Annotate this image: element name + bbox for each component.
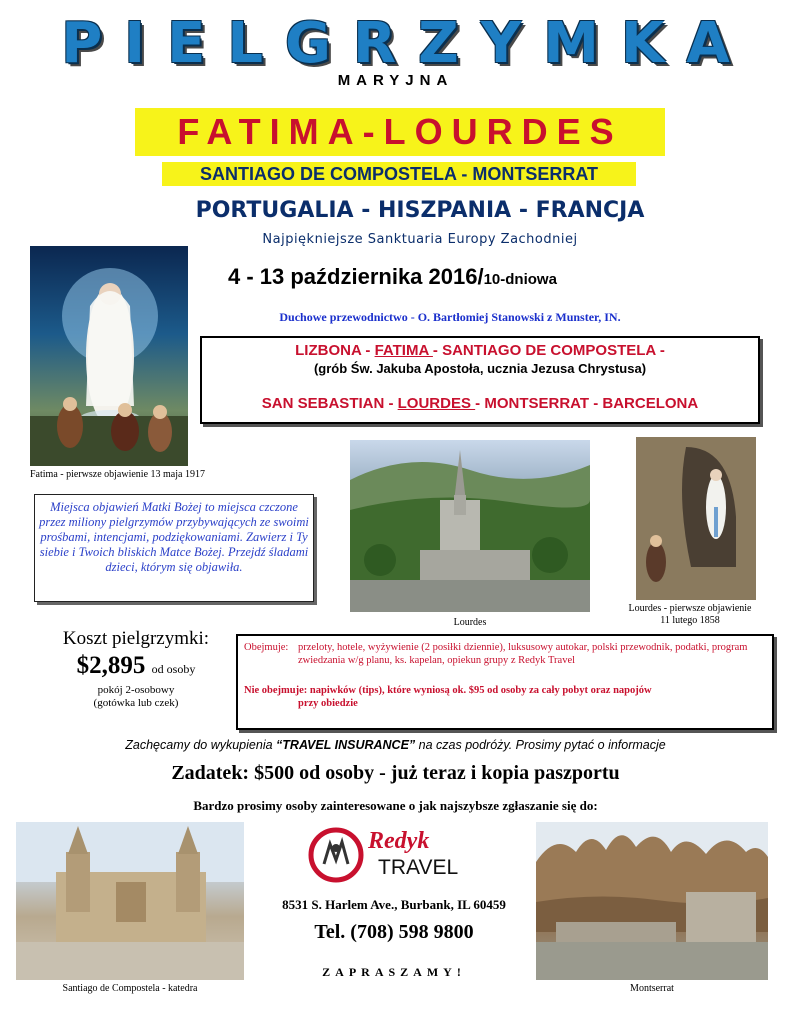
- page-title: PIELGRZYMKA: [61, 11, 752, 76]
- montserrat-illustration: [536, 822, 768, 980]
- excludes-text: [244, 684, 768, 710]
- includes-body: przeloty, hotele, wyżywienie (2 posiłki dziennie), luksusowy autokar, polski przewodnik, podatki, program zwiedzania w/g planu, ks. kapelan, opiekun grupy z Redyk Travel: [298, 642, 748, 666]
- route-line-1-end: - SANTIAGO DE COMPOSTELA -: [432, 342, 665, 359]
- lourdes-grotto-illustration: [636, 437, 756, 600]
- route-note: (grób Św. Jakuba Apostoła, ucznia Jezusa Chrystusa): [313, 361, 647, 376]
- includes-label: Obejmuje:: [244, 642, 289, 653]
- route-line-2: [200, 395, 760, 412]
- route-fatima: FATIMA: [374, 342, 433, 359]
- payment-method: (gotówka lub czek): [93, 697, 179, 709]
- santiago-caption: Santiago de Compostela - katedra: [62, 983, 198, 994]
- trip-dates: [228, 264, 728, 290]
- countries-heading: PORTUGALIA - HISZPANIA - FRANCJA: [195, 198, 645, 223]
- route-line-2-end: - MONTSERRAT - BARCELONA: [475, 395, 699, 412]
- price-amount: $2,895: [76, 652, 146, 679]
- trip-dates-text: 4 - 13 października 2016/: [228, 264, 484, 289]
- tagline: Najpiękniejsze Sanktuaria Europy Zachodniej: [262, 232, 578, 247]
- contact-request: Bardzo prosimy osoby zainteresowane o jak najszybsze zgłaszanie się do:: [193, 798, 598, 813]
- page-subtitle: MARYJNA: [337, 72, 454, 89]
- secondary-destination-title: SANTIAGO DE COMPOSTELA - MONTSERRAT: [200, 164, 598, 184]
- grotto-caption-line-2: 11 lutego 1858: [660, 615, 720, 626]
- montserrat-image: [536, 822, 768, 980]
- price-per-person: od osoby: [151, 662, 196, 676]
- destination-title: FATIMA-LOURDES: [177, 111, 623, 152]
- lourdes-caption: Lourdes: [453, 617, 487, 628]
- redyk-travel-logo: [308, 826, 458, 884]
- agency-phone: Tel. (708) 598 9800: [314, 921, 474, 943]
- grotto-caption: [592, 603, 788, 627]
- fatima-apparition-image: [30, 246, 188, 466]
- santiago-cathedral-illustration: [16, 822, 244, 980]
- logo-name-bottom: TRAVEL: [378, 856, 459, 879]
- route-line-1-start: LIZBONA -: [295, 342, 375, 359]
- insurance-note: [0, 738, 791, 752]
- route-lourdes: LOURDES: [397, 395, 476, 412]
- insurance-before: Zachęcamy do wykupienia: [125, 738, 277, 752]
- price: [36, 652, 236, 680]
- montserrat-caption: Montserrat: [630, 983, 674, 994]
- agency-address: 8531 S. Harlem Ave., Burbank, IL 60459: [282, 897, 506, 912]
- deposit-heading: Zadatek: $500 od osoby - już teraz i kopia paszportu: [171, 762, 620, 784]
- trip-duration: 10-dniowa: [483, 271, 557, 288]
- invitation-text: Miejsca objawień Matki Bożej to miejsca czczone przez miliony pielgrzymów przybywających ze swoimi prośbami, intencjami, podziękowaniami. Zawierz i Ty siebie i Twoich bliskich Matce Bożej. Przejdź śladami dzieci, którym się objawiła.: [39, 500, 309, 574]
- includes-text: [244, 641, 768, 667]
- cost-label: Koszt pielgrzymki:: [62, 628, 210, 649]
- lourdes-basilica-illustration: [350, 440, 590, 612]
- excludes-body-2: przy obiedzie: [298, 698, 358, 709]
- logo-name-top: Redyk: [368, 828, 430, 854]
- room-info: [36, 684, 236, 710]
- lourdes-basilica-image: [350, 440, 590, 612]
- santiago-cathedral-image: [16, 822, 244, 980]
- fatima-caption: Fatima - pierwsze objawienie 13 maja 1917: [30, 469, 205, 480]
- spiritual-guide: Duchowe przewodnictwo - O. Bartłomiej Stanowski z Munster, IN.: [279, 310, 621, 324]
- insurance-after: na czas podróży. Prosimy pytać o informacje: [415, 738, 666, 752]
- grotto-caption-line-1: Lourdes - pierwsze objawienie: [628, 603, 752, 614]
- closing-invitation: ZAPRASZAMY!: [322, 965, 466, 979]
- excludes-body: napiwków (tips), które wyniosą ok. $95 od osoby za cały pobyt oraz napojów: [309, 685, 652, 696]
- route-line-2-start: SAN SEBASTIAN -: [261, 395, 398, 412]
- excludes-label: Nie obejmuje:: [244, 685, 308, 696]
- fatima-apparition-illustration: [30, 246, 188, 466]
- insurance-bold: “TRAVEL INSURANCE”: [276, 738, 416, 752]
- lourdes-grotto-image: [636, 437, 756, 600]
- room-type: pokój 2-osobowy: [97, 684, 175, 696]
- route-line-1: [200, 342, 760, 359]
